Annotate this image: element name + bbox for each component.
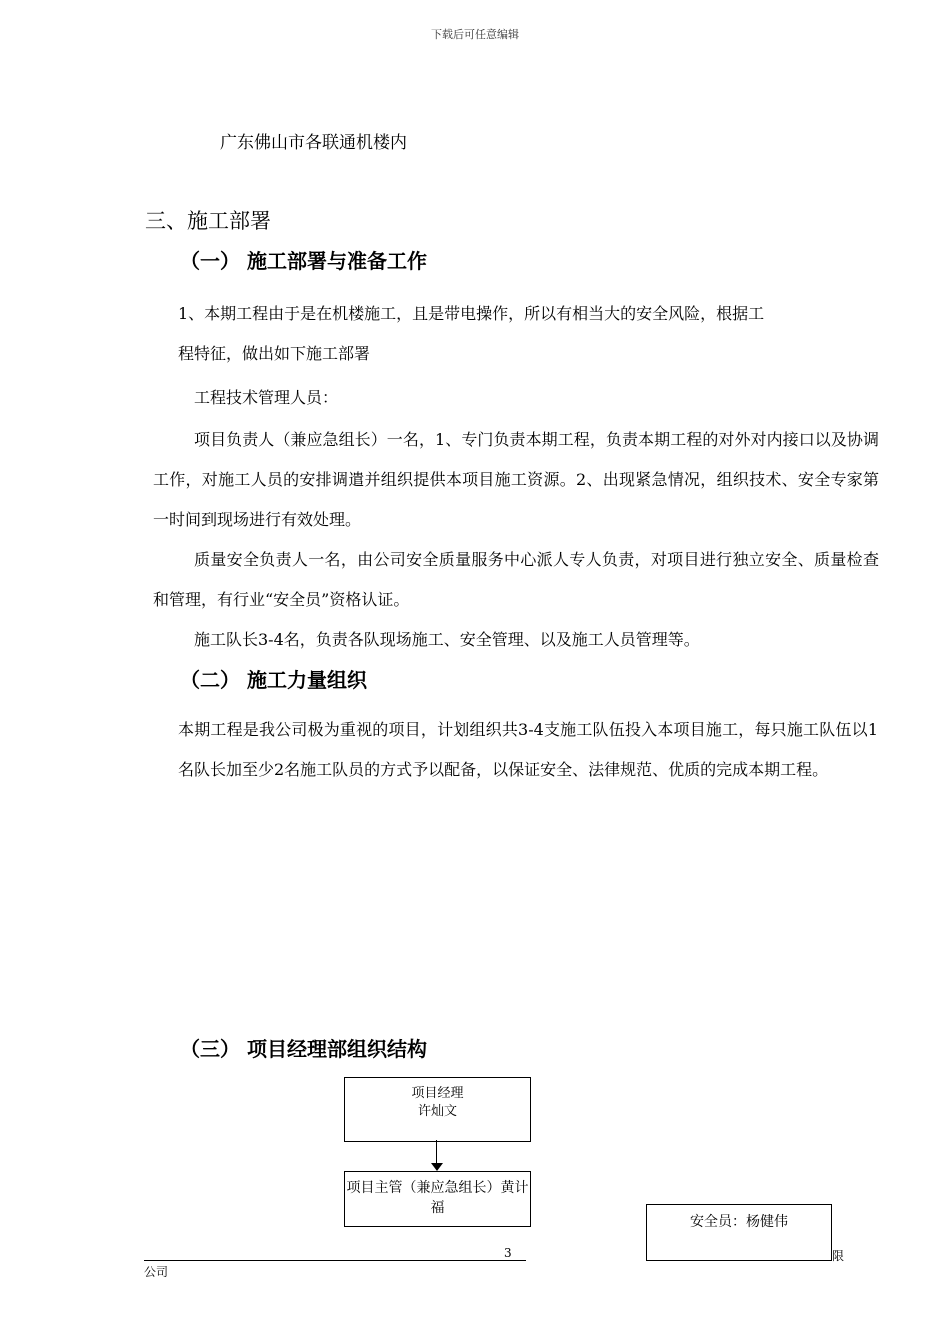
paragraph-construction-force: 本期工程是我公司极为重视的项目，计划组织共3-4支施工队伍投入本项目施工，每只施工队伍以1名队长加至少2名施工队员的方式予以配备，以保证安全、法律规范、优质的完成本期工程。 [178,720,878,779]
subsection-heading-1: （一） 施工部署与准备工作 [180,249,427,273]
org-arrow-down-icon [431,1163,443,1171]
page-number: 3 [504,1246,512,1260]
org-supervisor-label: 项目主管（兼应急组长）黄计福 [346,1180,529,1216]
org-pm-role: 项目经理 [411,1086,464,1101]
org-box-supervisor [344,1171,531,1227]
org-pm-name: 许灿文 [417,1104,457,1119]
footer-limit: 限 [832,1249,845,1263]
subsection-heading-2: （二） 施工力量组织 [180,668,367,692]
subsection-heading-3: （三） 项目经理部组织结构 [180,1037,427,1061]
paragraph-project-lead: 项目负责人（兼应急组长）一名，1、专门负责本期工程，负责本期工程的对外对内接口以及协调工作，对施工人员的安排调遣并组织提供本项目施工资源。2、出现紧急情况，组织技术、安全专家第一时间到现场进行有效处理。 [153,430,879,529]
org-safety-label: 安全员：杨健伟 [690,1214,788,1230]
org-box-safety-officer [646,1204,832,1261]
org-connector-line [436,1140,437,1164]
footer-divider [144,1260,526,1261]
paragraph-deployment-line2: 程特征，做出如下施工部署 [178,344,371,363]
paragraph-quality-safety: 质量安全负责人一名，由公司安全质量服务中心派人专人负责，对项目进行独立安全、质量检查和管理，有行业“安全员”资格认证。 [153,550,879,609]
paragraph-deployment-line1: 1、本期工程由于是在机楼施工，且是带电操作，所以有相当大的安全风险，根据工 [178,304,765,323]
footer-company: 公司 [144,1265,169,1279]
paragraph-team-leaders: 施工队长3-4名，负责各队现场施工、安全管理、以及施工人员管理等。 [194,630,700,649]
paragraph-deployment [178,294,878,374]
org-box-project-manager [344,1077,531,1142]
project-location: 广东佛山市各联通机楼内 [220,133,407,153]
staff-label: 工程技术管理人员： [194,388,339,407]
section-title: 三、施工部署 [145,209,271,233]
header-note: 下载后可任意编辑 [431,28,519,41]
